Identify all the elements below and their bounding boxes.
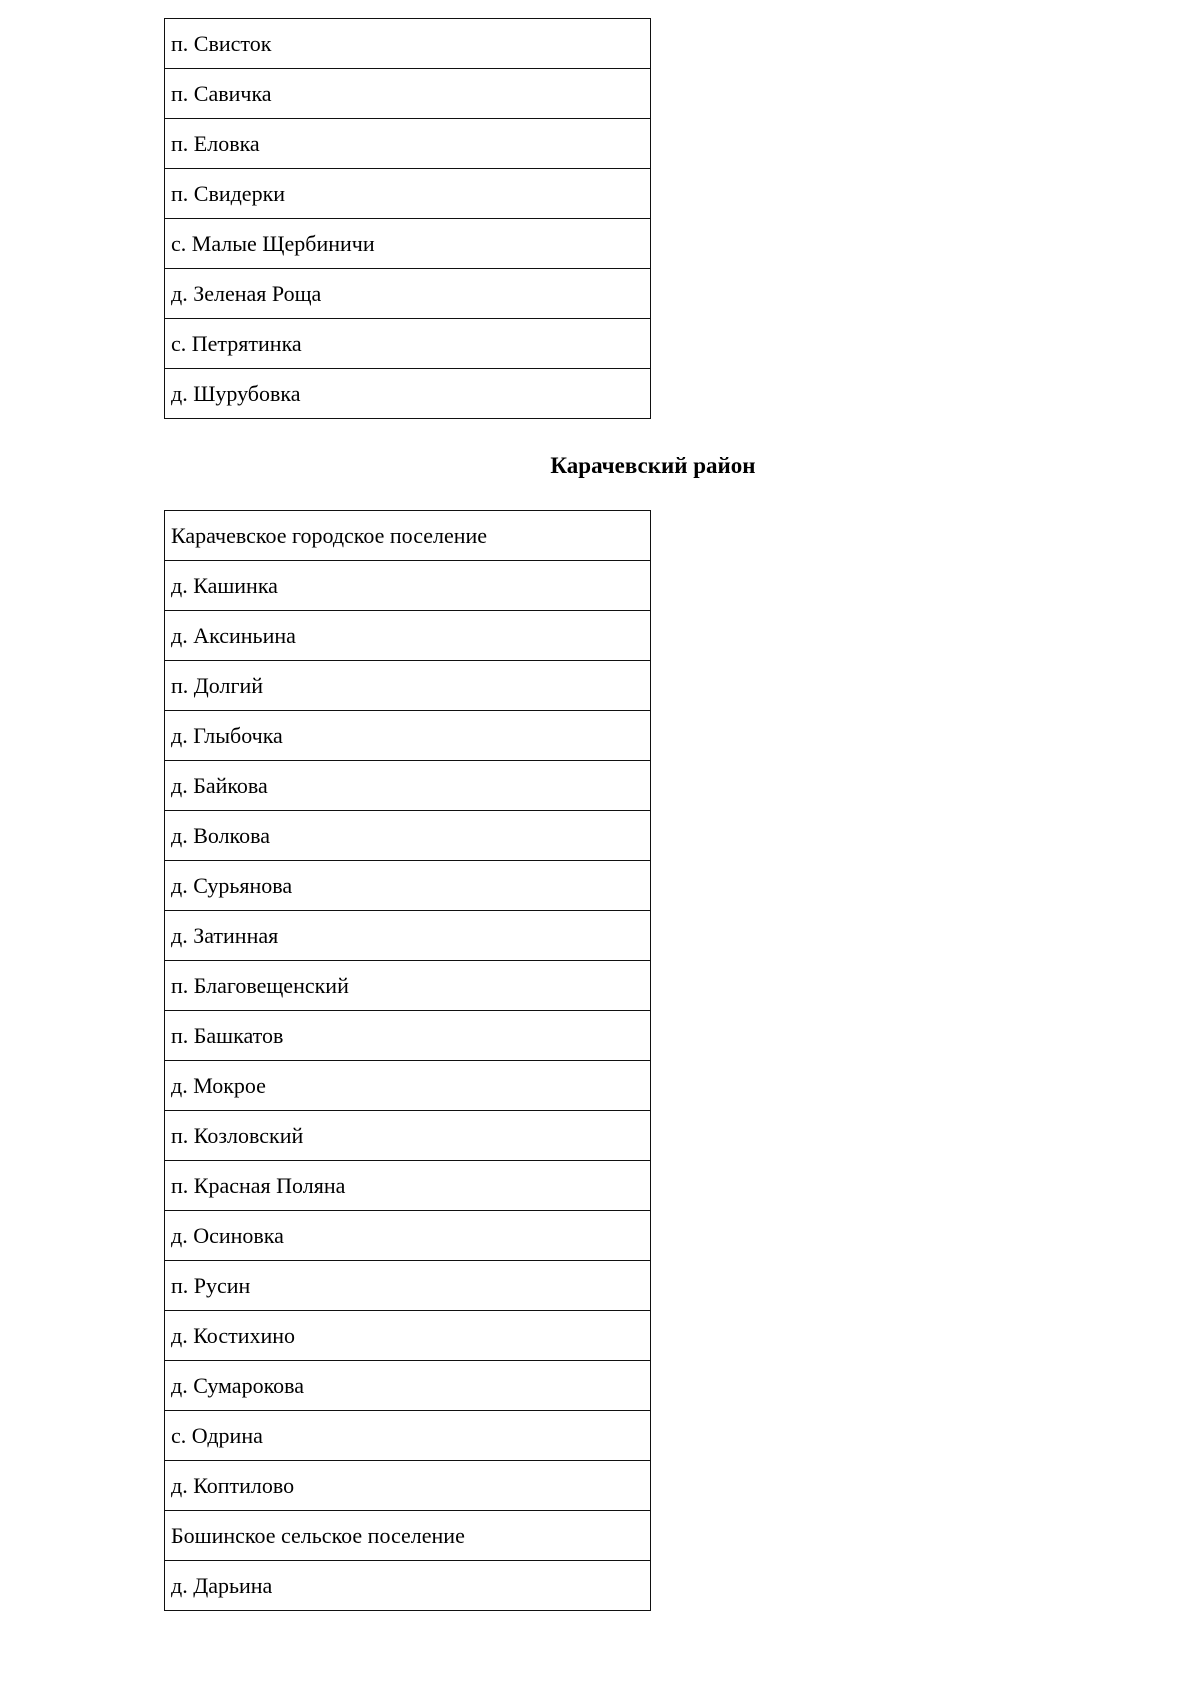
settlement-cell: д. Байкова <box>165 761 651 811</box>
settlement-cell: д. Осиновка <box>165 1211 651 1261</box>
table-row <box>165 269 651 319</box>
settlement-cell: д. Костихино <box>165 1311 651 1361</box>
table-row <box>165 611 651 661</box>
table-row <box>165 661 651 711</box>
table-row <box>165 1111 651 1161</box>
settlement-cell: д. Зеленая Роща <box>165 269 651 319</box>
table-row <box>165 1411 651 1461</box>
settlement-cell: п. Еловка <box>165 119 651 169</box>
settlement-cell: д. Сумарокова <box>165 1361 651 1411</box>
table-row <box>165 1461 651 1511</box>
settlements-table-continued <box>164 18 651 419</box>
settlement-cell: п. Свисток <box>165 19 651 69</box>
settlement-group-cell: Карачевское городское поселение <box>165 511 651 561</box>
table-row <box>165 1561 651 1611</box>
settlement-cell: п. Красная Поляна <box>165 1161 651 1211</box>
table-row <box>165 69 651 119</box>
table-row <box>165 1011 651 1061</box>
settlement-cell: д. Глыбочка <box>165 711 651 761</box>
table-row <box>165 811 651 861</box>
table-row <box>165 1511 651 1561</box>
settlement-cell: д. Волкова <box>165 811 651 861</box>
settlement-cell: с. Малые Щербиничи <box>165 219 651 269</box>
table-row <box>165 1161 651 1211</box>
settlement-cell: п. Долгий <box>165 661 651 711</box>
settlement-cell: п. Свидерки <box>165 169 651 219</box>
table-row <box>165 119 651 169</box>
settlement-cell: п. Козловский <box>165 1111 651 1161</box>
settlement-cell: с. Одрина <box>165 1411 651 1461</box>
table-row <box>165 19 651 69</box>
settlement-group-cell: Бошинское сельское поселение <box>165 1511 651 1561</box>
table-row <box>165 319 651 369</box>
table-row <box>165 219 651 269</box>
table-row <box>165 711 651 761</box>
table-row <box>165 1061 651 1111</box>
table-row <box>165 861 651 911</box>
settlement-cell: д. Мокрое <box>165 1061 651 1111</box>
table-row <box>165 169 651 219</box>
settlement-cell: д. Кашинка <box>165 561 651 611</box>
settlement-cell: д. Сурьянова <box>165 861 651 911</box>
table-row <box>165 1361 651 1411</box>
table-row <box>165 511 651 561</box>
table-row <box>165 761 651 811</box>
settlements-table-karachev <box>164 510 651 1611</box>
table-row <box>165 911 651 961</box>
table-row <box>165 369 651 419</box>
settlement-cell: д. Аксиньина <box>165 611 651 661</box>
table-row <box>165 1311 651 1361</box>
settlement-cell: с. Петрятинка <box>165 319 651 369</box>
table-row <box>165 1261 651 1311</box>
settlement-cell: п. Башкатов <box>165 1011 651 1061</box>
settlement-cell: п. Благовещенский <box>165 961 651 1011</box>
table-row <box>165 961 651 1011</box>
settlement-cell: д. Шурубовка <box>165 369 651 419</box>
settlement-cell: д. Дарьина <box>165 1561 651 1611</box>
settlement-cell: д. Коптилово <box>165 1461 651 1511</box>
table-row <box>165 1211 651 1261</box>
settlement-cell: п. Савичка <box>165 69 651 119</box>
table-row <box>165 561 651 611</box>
district-heading: Карачевский район <box>550 453 756 478</box>
settlement-cell: п. Русин <box>165 1261 651 1311</box>
settlement-cell: д. Затинная <box>165 911 651 961</box>
